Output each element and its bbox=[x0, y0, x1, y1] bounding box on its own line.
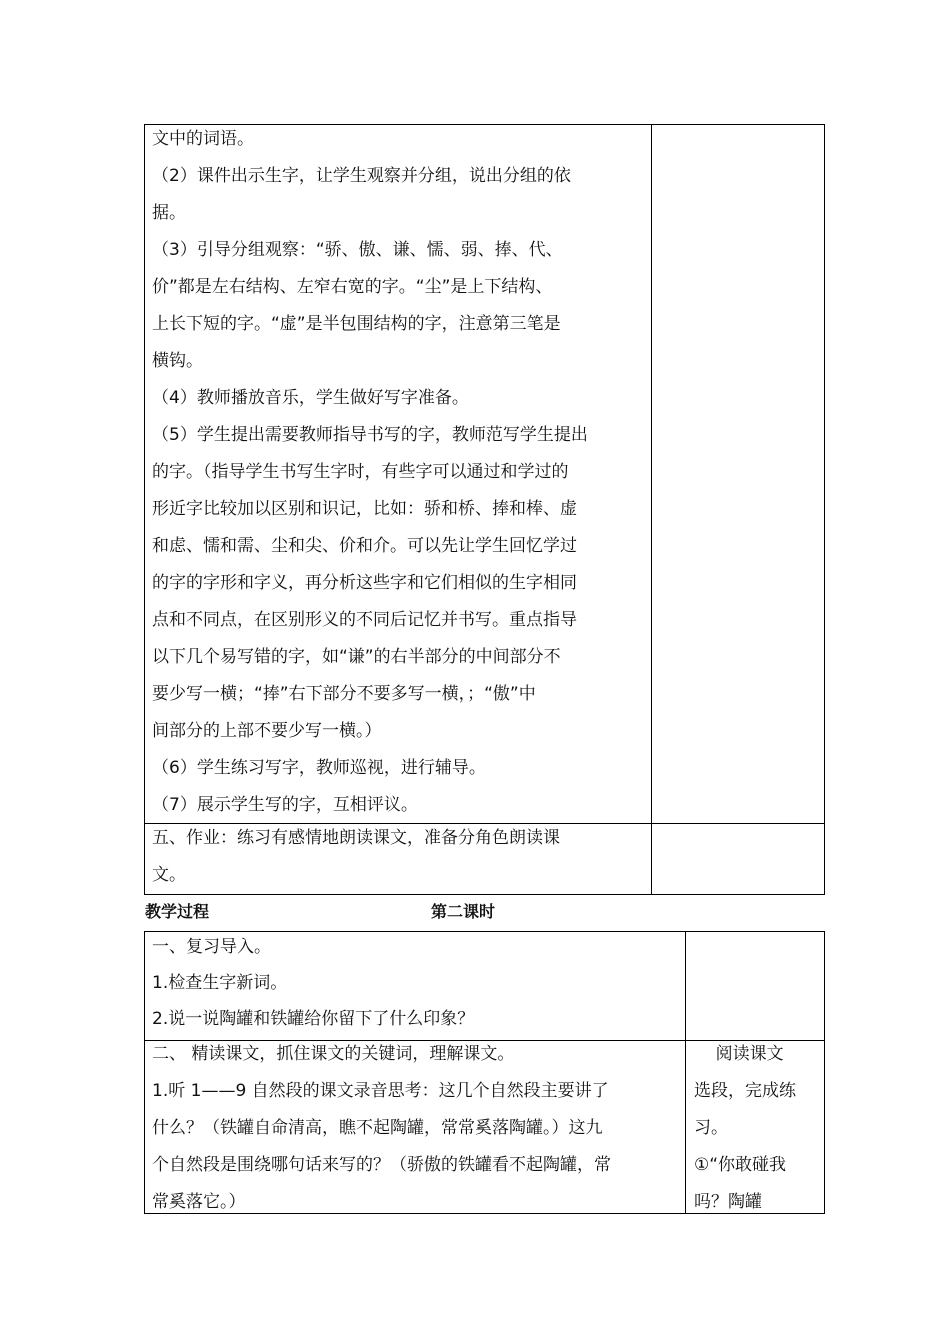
text-line: 1.听 1——9 自然段的课文录音思考：这几个自然段主要讲了 bbox=[152, 1081, 609, 1101]
text-line: （2）课件出示生字，让学生观察并分组，说出分组的依 bbox=[152, 166, 571, 186]
table2-row2-side-notes bbox=[694, 1036, 818, 1221]
heading-second-lesson: 第二课时 bbox=[431, 902, 496, 921]
table2-row2-close-reading bbox=[152, 1036, 680, 1221]
text-line: （4）教师播放音乐，学生做好写字准备。 bbox=[152, 388, 469, 408]
text-line: 间部分的上部不要少写一横。） bbox=[152, 721, 382, 741]
text-line: 2.说一说陶罐和铁罐给你留下了什么印象？ bbox=[152, 1009, 475, 1029]
column-divider bbox=[651, 125, 652, 894]
column-divider bbox=[685, 932, 686, 1213]
text-line: 形近字比较加以区别和识记，比如：骄和桥、捧和棒、虚 bbox=[152, 499, 577, 519]
text-line: 吗？陶罐 bbox=[694, 1192, 762, 1212]
table1-row2-homework bbox=[152, 820, 644, 894]
text-line: 个自然段是围绕哪句话来写的？（骄傲的铁罐看不起陶罐，常 bbox=[152, 1155, 611, 1175]
text-line: 的字。（指导学生书写生字时，有些字可以通过和学过的 bbox=[152, 462, 569, 482]
text-line: 价”都是左右结构、左窄右宽的字。“尘”是上下结构、 bbox=[152, 277, 553, 297]
text-line: 据。 bbox=[152, 203, 186, 223]
text-line: 选段，完成练 bbox=[694, 1081, 796, 1101]
text-line: 习。 bbox=[694, 1118, 728, 1138]
text-line: 文。 bbox=[152, 865, 186, 885]
text-line: （7）展示学生写的字，互相评议。 bbox=[152, 795, 418, 815]
text-line: 和虑、懦和需、尘和尖、价和介。可以先让学生回忆学过 bbox=[152, 536, 577, 556]
table2-row1-review bbox=[152, 929, 677, 1037]
text-line: 要少写一横；“捧”右下部分不要多写一横，；“傲”中 bbox=[152, 684, 536, 704]
text-line: 什么？（铁罐自命清高，瞧不起陶罐，常常奚落陶罐。）这九 bbox=[152, 1118, 603, 1138]
table1-row1-content bbox=[152, 121, 644, 824]
text-line: （3）引导分组观察：“骄、傲、谦、懦、弱、捧、代、 bbox=[152, 240, 563, 260]
section-heading bbox=[145, 901, 825, 927]
text-line: 横钩。 bbox=[152, 351, 203, 371]
text-line: 上长下短的字。“虚”是半包围结构的字，注意第三笔是 bbox=[152, 314, 561, 334]
text-line: （6）学生练习写字，教师巡视，进行辅导。 bbox=[152, 758, 486, 778]
text-line: 文中的词语。 bbox=[152, 129, 254, 149]
text-line: 常奚落它。） bbox=[152, 1192, 246, 1212]
text-line: 二、 精读课文，抓住课文的关键词，理解课文。 bbox=[152, 1044, 515, 1064]
text-line: （5）学生提出需要教师指导书写的字，教师范写学生提出 bbox=[152, 425, 588, 445]
text-line: 以下几个易写错的字，如“谦”的右半部分的中间部分不 bbox=[152, 647, 561, 667]
heading-teaching-process: 教学过程 bbox=[145, 902, 210, 921]
text-line: 五、作业：练习有感情地朗读课文，准备分角色朗读课 bbox=[152, 828, 560, 848]
text-line: 的字的字形和字义，再分析这些字和它们相似的生字相同 bbox=[152, 573, 577, 593]
text-line: 点和不同点，在区别形义的不同后记忆并书写。重点指导 bbox=[152, 610, 577, 630]
text-line: ①“你敢碰我 bbox=[694, 1155, 787, 1175]
text-line: 一、复习导入。 bbox=[152, 937, 271, 957]
text-line: 阅读课文 bbox=[694, 1044, 784, 1064]
text-line: 1.检查生字新词。 bbox=[152, 973, 288, 993]
